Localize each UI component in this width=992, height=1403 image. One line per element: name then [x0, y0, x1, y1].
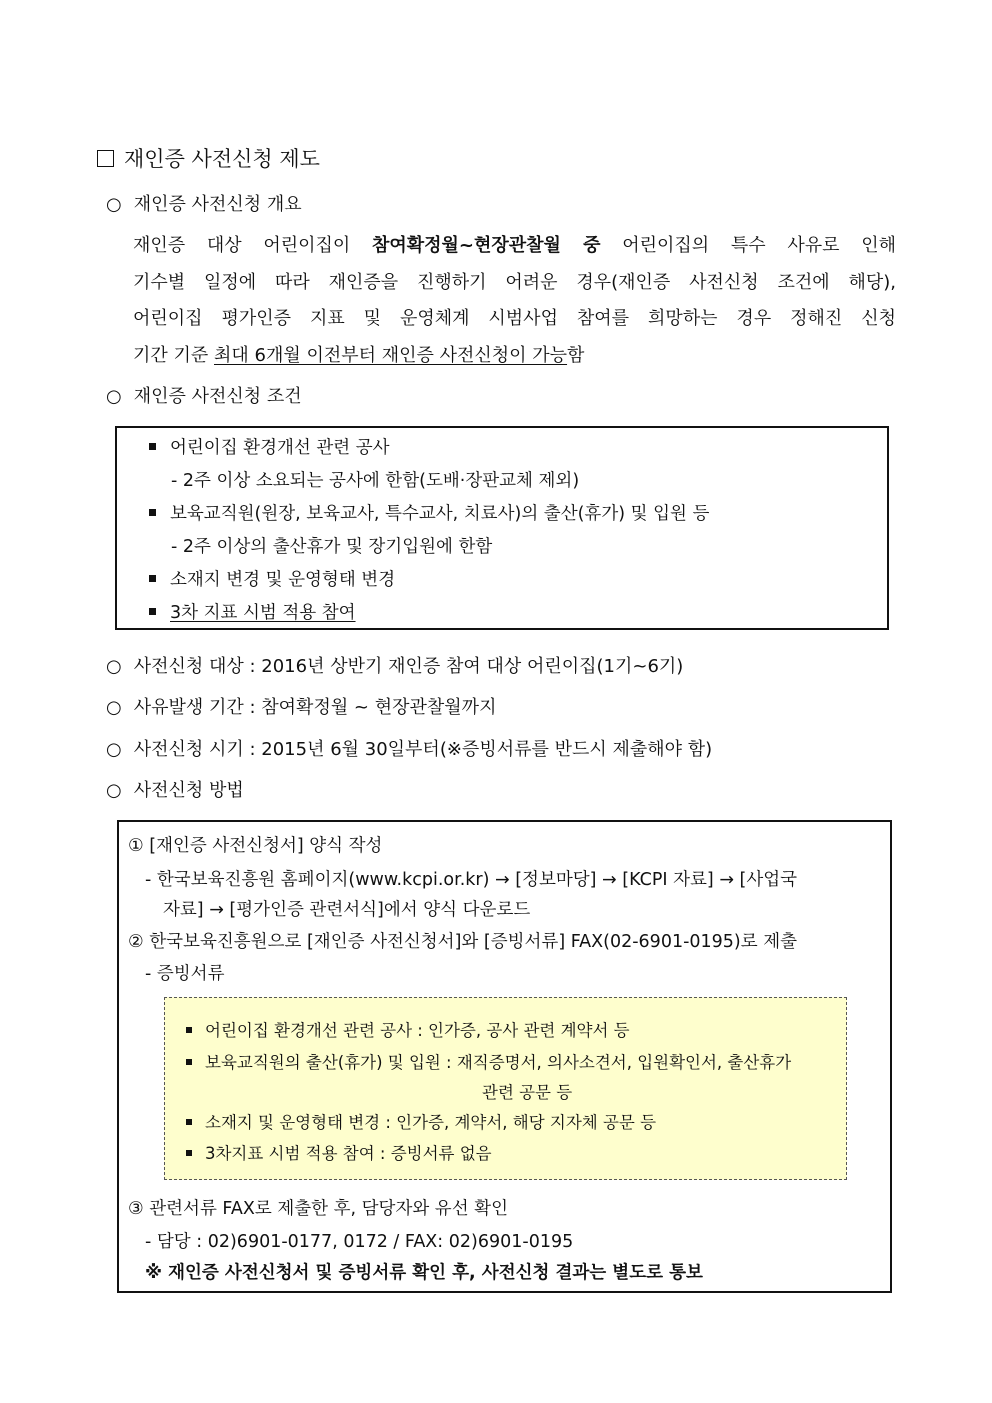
method-step-1-detail-cont: 자료] → [평가인증 관련서식]에서 양식 다운로드	[163, 900, 531, 920]
evidence-item: 어린이집 환경개선 관련 공사 : 인가증, 공사 관련 계약서 등	[186, 1017, 630, 1041]
target-line: ○ 사전신청 대상 : 2016년 상반기 재인증 참여 대상 어린이집(1기~6기)	[106, 656, 684, 677]
method-step-1: ① [재인증 사전신청서] 양식 작성	[128, 836, 383, 856]
square-bullet-icon	[186, 1059, 192, 1065]
evidence-item: 3차지표 시범 적용 참여 : 증빙서류 없음	[186, 1140, 492, 1164]
square-bullet-icon	[149, 575, 156, 582]
overview-paragraph	[133, 228, 896, 374]
square-bullet-icon	[186, 1119, 192, 1125]
overview-line-4: 기간 기준 최대 6개월 이전부터 재인증 사전신청이 가능함	[133, 344, 585, 366]
circle-bullet-icon: ○	[106, 739, 122, 760]
page-title: 재인증 사전신청 제도	[97, 143, 320, 173]
circle-bullet-icon: ○	[106, 697, 122, 718]
checkbox-square-icon	[97, 150, 114, 167]
square-bullet-icon	[186, 1150, 192, 1156]
method-heading: ○ 사전신청 방법	[106, 780, 244, 801]
condition-subitem: - 2주 이상 소요되는 공사에 한함(도배·장판교체 제외)	[171, 471, 580, 491]
start-line: ○ 사전신청 시기 : 2015년 6월 30일부터(※증빙서류를 반드시 제출해야 함)	[106, 739, 713, 760]
overview-line-3: 어린이집 평가인증 지표 및 운영체계 시범사업 참여를 희망하는 경우 정해진 신청	[133, 308, 896, 329]
overview-line-1: 재인증 대상 어린이집이 참여확정월~현장관찰월 중 어린이집의 특수 사유로 인해	[133, 235, 896, 256]
square-bullet-icon	[149, 443, 156, 450]
overview-heading: ○ 재인증 사전신청 개요	[106, 194, 302, 215]
square-bullet-icon	[149, 608, 156, 615]
condition-item: 어린이집 환경개선 관련 공사	[149, 434, 390, 459]
method-step-2-detail: - 증빙서류	[145, 964, 225, 984]
condition-item: 보육교직원(원장, 보육교사, 특수교사, 치료사)의 출산(휴가) 및 입원 등	[149, 500, 709, 525]
circle-bullet-icon: ○	[106, 194, 122, 215]
method-step-3-detail: - 담당 : 02)6901-0177, 0172 / FAX: 02)6901-0195	[145, 1232, 574, 1252]
circle-bullet-icon: ○	[106, 780, 122, 801]
period-line: ○ 사유발생 기간 : 참여확정월 ~ 현장관찰월까지	[106, 697, 497, 718]
circle-bullet-icon: ○	[106, 386, 122, 407]
condition-item: 소재지 변경 및 운영형태 변경	[149, 566, 395, 591]
condition-item: 3차 지표 시범 적용 참여	[149, 599, 356, 624]
square-bullet-icon	[186, 1027, 192, 1033]
condition-subitem: - 2주 이상의 출산휴가 및 장기입원에 한함	[171, 537, 493, 557]
evidence-item: 보육교직원의 출산(휴가) 및 입원 : 재직증명서, 의사소견서, 입원확인서, 출산휴가	[186, 1049, 791, 1073]
circle-bullet-icon: ○	[106, 656, 122, 677]
method-step-2: ② 한국보육진흥원으로 [재인증 사전신청서]와 [증빙서류] FAX(02-6901-0195)로 제출	[128, 932, 798, 952]
method-step-3: ③ 관련서류 FAX로 제출한 후, 담당자와 유선 확인	[128, 1199, 508, 1219]
overview-line-2: 기수별 일정에 따라 재인증을 진행하기 어려운 경우(재인증 사전신청 조건에 해당),	[133, 271, 896, 293]
evidence-item-cont: 관련 공문 등	[482, 1083, 573, 1102]
method-step-1-detail: - 한국보육진흥원 홈페이지(www.kcpi.or.kr) → [정보마당] → [KCPI 자료] → [사업국	[145, 870, 798, 890]
square-bullet-icon	[149, 509, 156, 516]
evidence-item: 소재지 및 운영형태 변경 : 인가증, 계약서, 해당 지자체 공문 등	[186, 1109, 656, 1133]
result-notice: ※ 재인증 사전신청서 및 증빙서류 확인 후, 사전신청 결과는 별도로 통보	[145, 1263, 703, 1283]
conditions-heading: ○ 재인증 사전신청 조건	[106, 386, 302, 407]
